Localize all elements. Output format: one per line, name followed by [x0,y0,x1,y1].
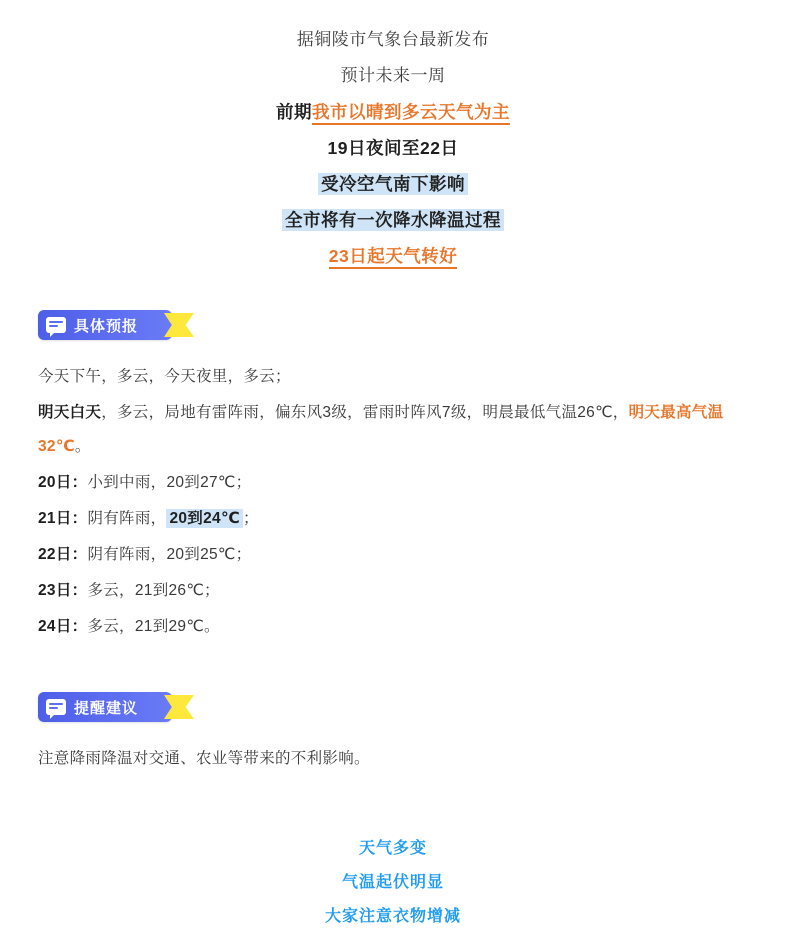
section-header-forecast [38,308,748,342]
forecast-tomorrow-text: ，多云，局地有雷阵雨，偏东风3级，雷雨时阵风7级，明晨最低气温26℃， [101,404,629,421]
header-early-highlight: 我市以晴到多云天气为主 [312,102,510,125]
advice-banner [38,692,172,722]
forecast-day-24 [38,610,748,644]
header-line-dates: 19日夜间至22日 [327,138,459,158]
forecast-tomorrow-high: 明天最高气温32℃ [38,404,724,455]
forecast-today: 今天下午，多云，今天夜里，多云； [38,368,291,385]
footer-line-3: 大家注意衣物增减 [324,908,461,925]
advice-section-title: 提醒建议 [74,699,139,717]
forecast-tomorrow-tail: 。 [74,438,91,455]
forecast-day-21 [38,502,748,536]
header-line-early [38,94,748,130]
forecast-day-22 [38,538,748,572]
forecast-day-24-text: 多云，21到29℃。 [87,618,220,635]
forecast-day-20 [38,466,748,500]
forecast-day-23-label: 23日： [38,582,88,599]
forecast-tomorrow [38,396,748,464]
footer-line-2: 气温起伏明显 [341,874,444,891]
forecast-body [38,360,748,644]
forecast-day-22-label: 22日： [38,546,88,563]
chat-bubble-icon [46,699,66,715]
advice-body [38,742,748,776]
footer-block [38,832,748,934]
header-coldair-highlight: 受冷空气南下影响 [318,173,468,195]
header-line-process [38,202,748,238]
forecast-tomorrow-label: 明天白天 [38,404,102,421]
advice-text: 注意降雨降温对交通、农业等带来的不利影响。 [38,750,370,767]
header-line-source: 据铜陵市气象台最新发布 [296,30,490,49]
ribbon-flag-icon [164,310,200,340]
forecast-day-23 [38,574,748,608]
header-improve-highlight: 23日起天气转好 [329,246,457,269]
header-block [38,14,748,274]
forecast-day-21-highlight: 20到24℃ [166,509,243,528]
forecast-day-24-label: 24日： [38,618,88,635]
header-process-highlight: 全市将有一次降水降温过程 [282,209,504,231]
forecast-section-title: 具体预报 [74,317,139,335]
header-line-improve [38,238,748,274]
header-line-period: 预计未来一周 [340,66,446,85]
forecast-day-21-label: 21日： [38,510,88,527]
chat-bubble-icon [46,317,66,333]
section-header-advice [38,690,748,724]
forecast-day-20-label: 20日： [38,474,88,491]
forecast-day-21-text-before: 阴有阵雨， [87,510,167,527]
header-line-coldair [38,166,748,202]
forecast-day-22-text: 阴有阵雨，20到25℃； [87,546,252,563]
forecast-day-21-text-after: ； [243,510,259,527]
header-early-prefix: 前期 [276,102,312,122]
footer-line-1: 天气多变 [358,840,427,857]
forecast-day-23-text: 多云，21到26℃； [87,582,220,599]
forecast-banner [38,310,172,340]
forecast-day-20-text: 小到中雨，20到27℃； [87,474,252,491]
ribbon-flag-icon [164,692,200,722]
